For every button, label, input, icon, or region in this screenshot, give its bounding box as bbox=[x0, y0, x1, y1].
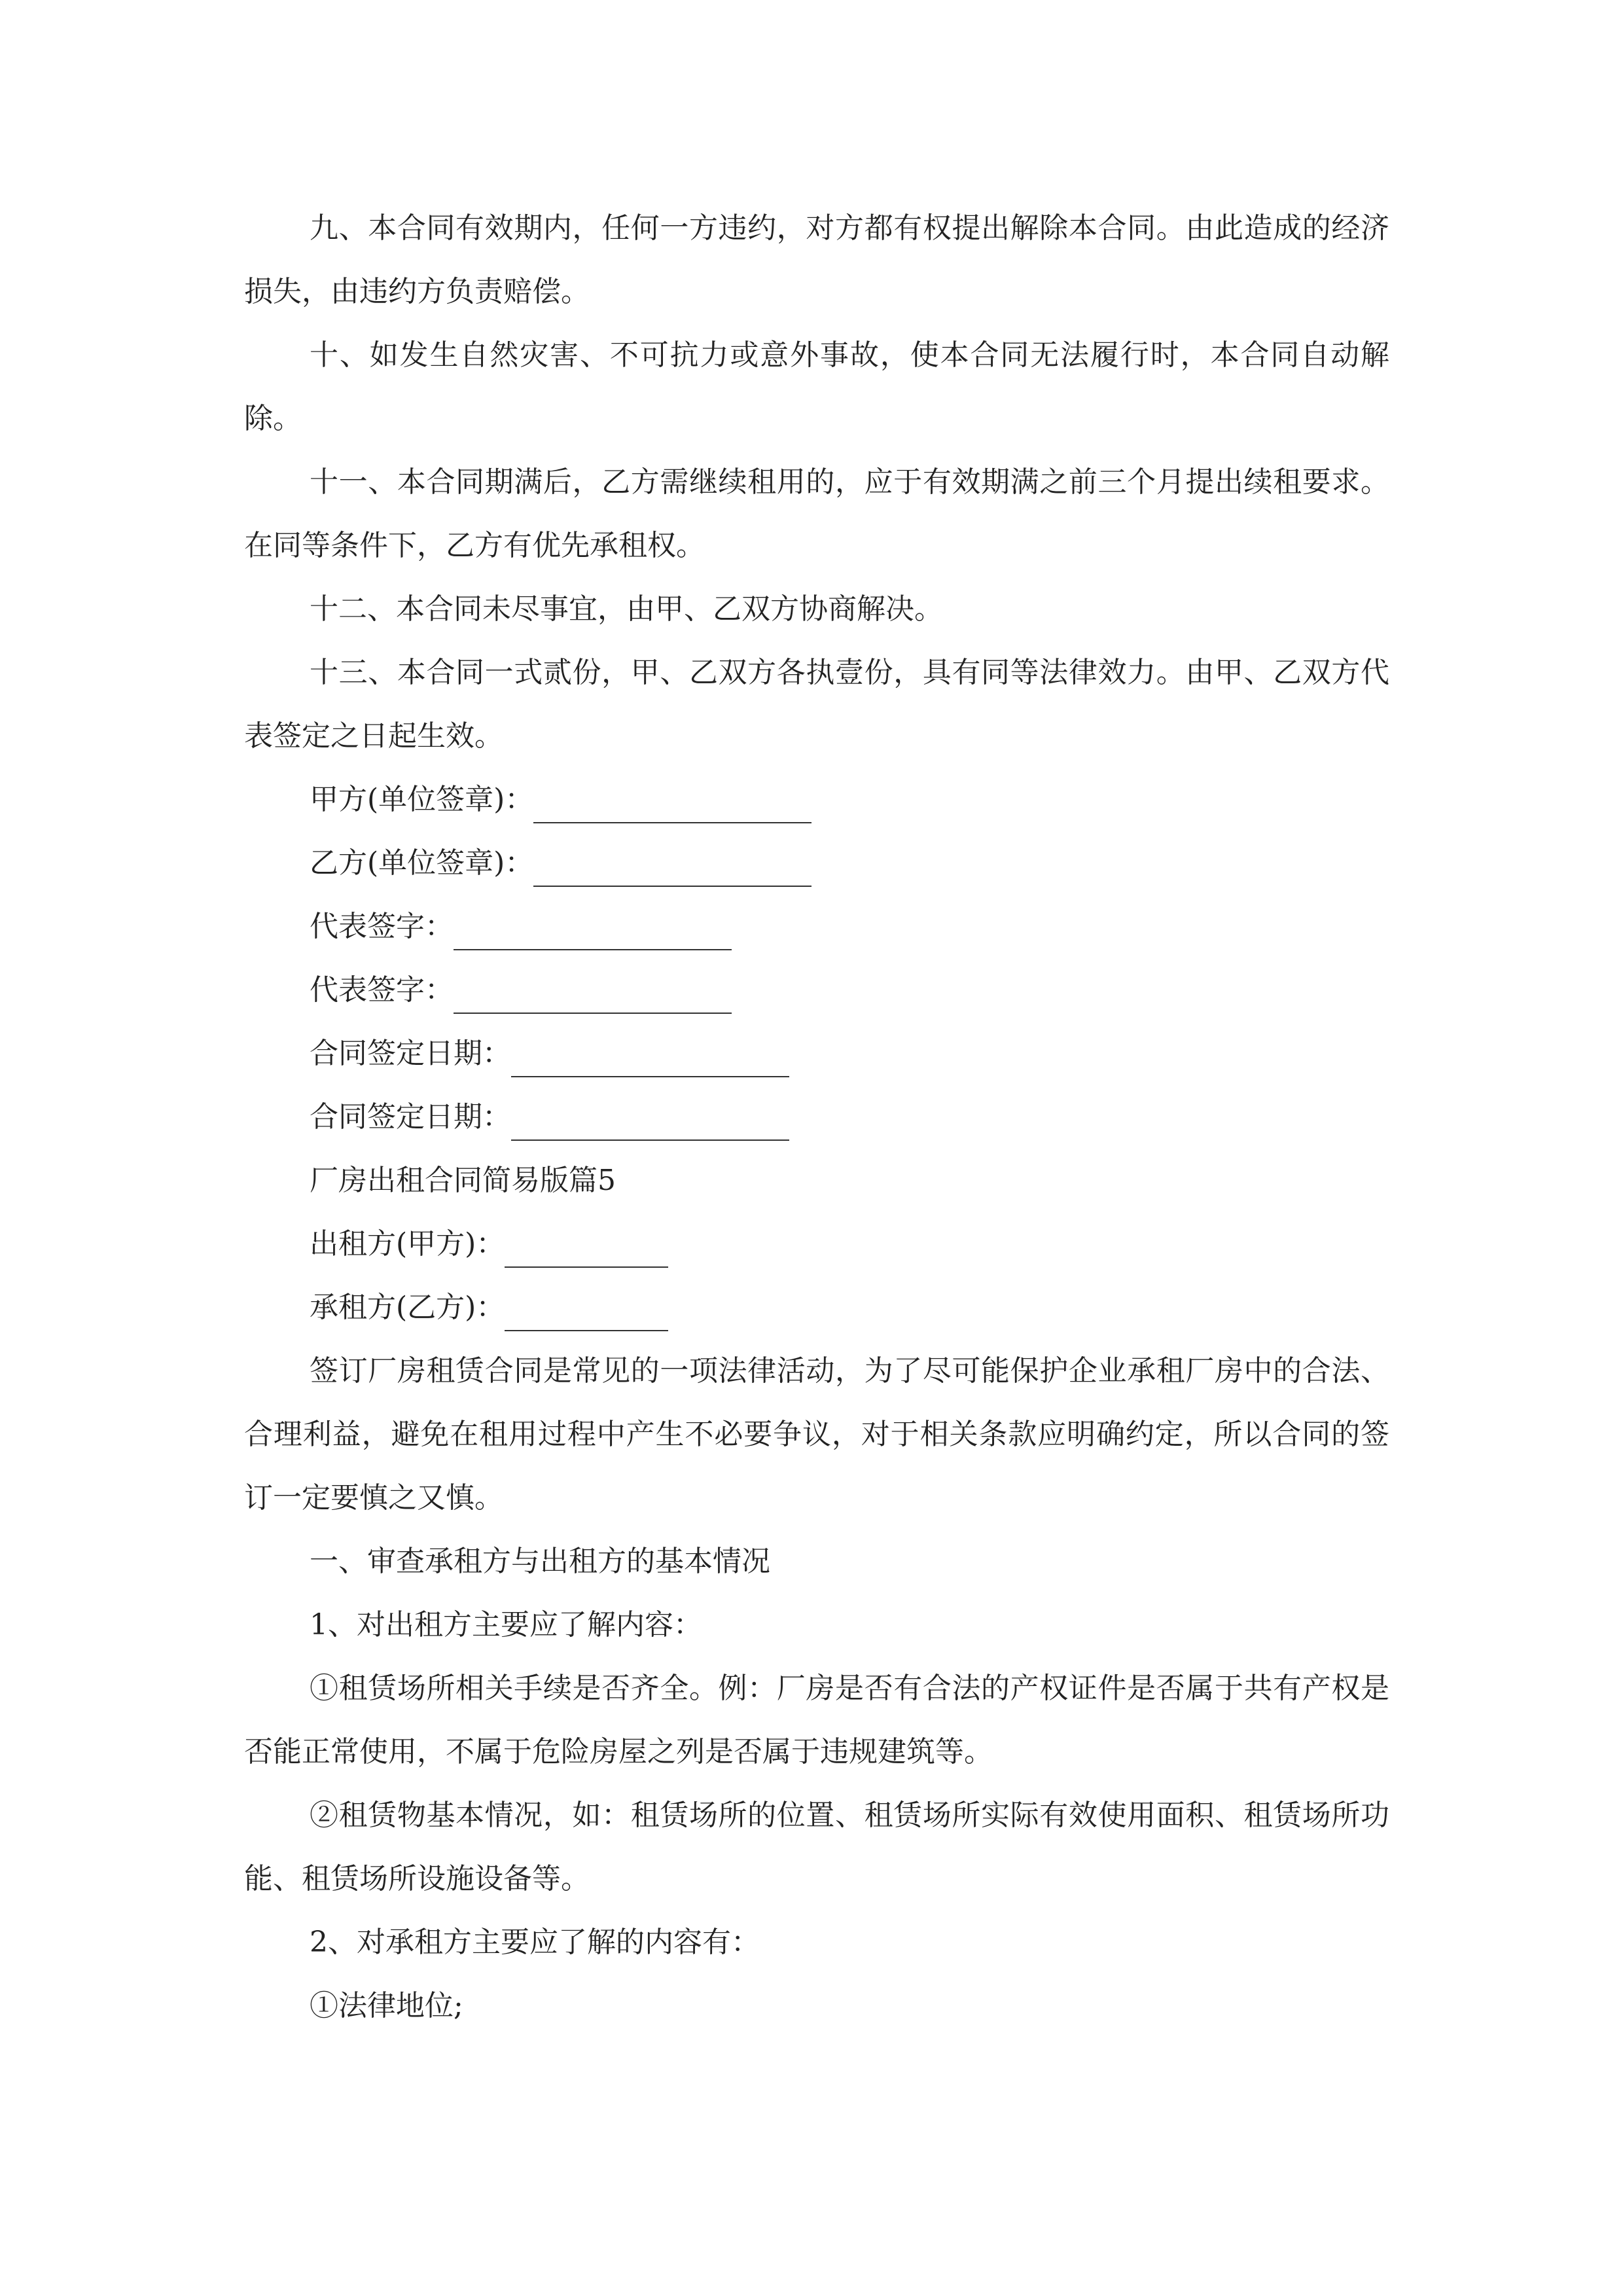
signature-label: 合同签定日期： bbox=[310, 1037, 511, 1070]
item-lessor-property-info: ②租赁物基本情况，如：租赁场所的位置、租赁场所实际有效使用面积、租赁场所功能、租赁场所设施设备等。 bbox=[244, 1799, 1389, 1895]
signature-label: 甲方(单位签章)： bbox=[310, 783, 534, 816]
clause-13: 十三、本合同一式贰份，甲、乙双方各执壹份，具有同等法律效力。由甲、乙双方代表签定之日起生效。 bbox=[244, 656, 1389, 753]
signature-blank-line bbox=[533, 781, 812, 823]
section-title: 厂房出租合同简易版篇5 bbox=[310, 1164, 616, 1197]
signature-label: 合同签定日期： bbox=[310, 1100, 511, 1134]
signature-blank-line bbox=[511, 1035, 789, 1077]
signature-label: 乙方(单位签章)： bbox=[310, 846, 534, 880]
clause-12: 十二、本合同未尽事宜，由甲、乙双方协商解决。 bbox=[310, 592, 943, 626]
clause-11: 十一、本合同期满后，乙方需继续租用的，应于有效期满之前三个月提出续租要求。在同等条件下，乙方有优先承租权。 bbox=[244, 465, 1389, 562]
signature-party-b bbox=[244, 831, 1389, 895]
item-lessor-review: 1、对出租方主要应了解内容： bbox=[310, 1608, 702, 1641]
signing-date-1 bbox=[244, 1022, 1389, 1085]
field-label: 出租方(甲方)： bbox=[310, 1227, 505, 1261]
signature-label: 代表签字： bbox=[310, 973, 454, 1007]
field-label: 承租方(乙方)： bbox=[310, 1291, 505, 1324]
representative-signature-1 bbox=[244, 895, 1389, 958]
signature-blank-line bbox=[454, 908, 732, 950]
document-body bbox=[244, 196, 1389, 2037]
clause-10: 十、如发生自然灾害、不可抗力或意外事故，使本合同无法履行时，本合同自动解除。 bbox=[244, 338, 1389, 435]
signature-party-a bbox=[244, 768, 1389, 831]
field-blank-line bbox=[505, 1289, 668, 1331]
signing-date-2 bbox=[244, 1085, 1389, 1149]
signature-label: 代表签字： bbox=[310, 910, 454, 943]
lessee-field bbox=[244, 1276, 1389, 1339]
signature-blank-line bbox=[511, 1099, 789, 1141]
heading-review-parties: 一、审查承租方与出租方的基本情况 bbox=[310, 1545, 770, 1578]
item-lessee-legal-status: ①法律地位; bbox=[310, 1989, 463, 2022]
clause-9: 九、本合同有效期内，任何一方违约，对方都有权提出解除本合同。由此造成的经济损失，由违约方负责赔偿。 bbox=[244, 211, 1389, 308]
lessor-field bbox=[244, 1212, 1389, 1276]
representative-signature-2 bbox=[244, 958, 1389, 1022]
signature-blank-line bbox=[454, 972, 732, 1014]
intro-paragraph: 签订厂房租赁合同是常见的一项法律活动，为了尽可能保护企业承租厂房中的合法、合理利益，避免在租用过程中产生不必要争议，对于相关条款应明确约定，所以合同的签订一定要慎之又慎。 bbox=[244, 1354, 1389, 1515]
field-blank-line bbox=[505, 1226, 668, 1268]
item-lessor-procedures: ①租赁场所相关手续是否齐全。例：厂房是否有合法的产权证件是否属于共有产权是否能正常使用，不属于危险房屋之列是否属于违规建筑等。 bbox=[244, 1672, 1389, 1768]
signature-blank-line bbox=[533, 845, 812, 887]
item-lessee-review: 2、对承租方主要应了解的内容有： bbox=[310, 1926, 760, 1959]
